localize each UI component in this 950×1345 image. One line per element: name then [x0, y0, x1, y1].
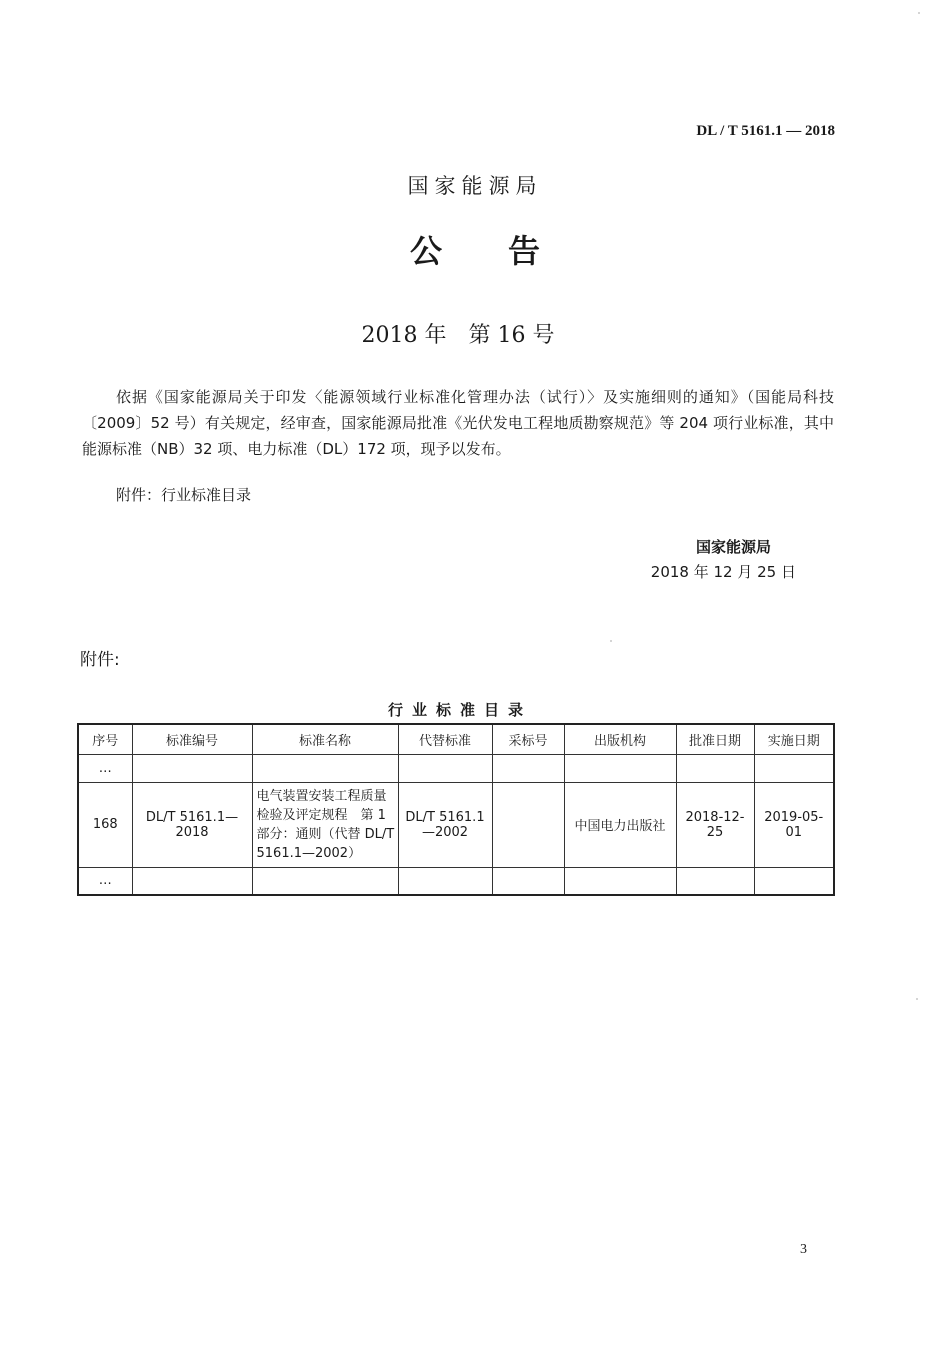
- notice-title-right: 告: [508, 232, 541, 270]
- seq-cell: 168: [78, 782, 132, 867]
- table-row: [78, 782, 834, 867]
- notice-issue: [0, 318, 916, 349]
- signature-date: 2018 年 12 月 25 日: [650, 563, 796, 581]
- table-row: [78, 867, 834, 895]
- table-row: [78, 754, 834, 782]
- column-header: 标准名称: [252, 724, 398, 754]
- column-header: 批准日期: [676, 724, 754, 754]
- issuing-agency: 国家能源局: [407, 174, 543, 198]
- effective-date-cell: 2019-05-01: [754, 782, 834, 867]
- approval-date-cell: 2018-12-25: [676, 782, 754, 867]
- page-number: 3: [800, 1242, 807, 1257]
- appendix-label: 附件:: [80, 650, 120, 670]
- table-header-row: [78, 724, 834, 754]
- table-title: 行业标准目录: [387, 701, 532, 719]
- notice-title-left: 公: [409, 232, 442, 270]
- ellipsis-cell: …: [78, 867, 132, 895]
- standards-catalog-table: [77, 723, 835, 896]
- standard-number: DL / T 5161.1 — 2018: [696, 123, 835, 139]
- column-header: 代替标准: [398, 724, 492, 754]
- replaces-cell: DL/T 5161.1—2002: [398, 782, 492, 867]
- notice-body: 依据《国家能源局关于印发〈能源领域行业标准化管理办法（试行）〉及实施细则的通知》（国能局科技〔2009〕52 号）有关规定，经审查，国家能源局批准《光伏发电工程地质勘察规范》等 204 项行业标准，其中能源标准（NB）32 项、电力标准（DL）172 项，现予以发布。: [82, 388, 834, 458]
- signature-organization: 国家能源局: [695, 538, 771, 556]
- notice-title: [0, 226, 950, 272]
- adopted-no-cell: [492, 782, 564, 867]
- notice-year: 2018 年: [361, 323, 447, 348]
- column-header: 序号: [78, 724, 132, 754]
- column-header: 出版机构: [564, 724, 676, 754]
- scan-speck: [916, 998, 918, 1000]
- column-header: 标准编号: [132, 724, 252, 754]
- publisher-cell: 中国电力出版社: [564, 782, 676, 867]
- notice-number: 第 16 号: [468, 323, 555, 348]
- ellipsis-cell: …: [78, 754, 132, 782]
- column-header: 实施日期: [754, 724, 834, 754]
- code-cell: DL/T 5161.1—2018: [132, 782, 252, 867]
- name-cell: 电气装置安装工程质量检验及评定规程 第 1 部分：通则（代替 DL/T 5161.1—2002）: [252, 782, 398, 867]
- attachment-note: 附件：行业标准目录: [116, 486, 252, 504]
- column-header: 采标号: [492, 724, 564, 754]
- scan-speck: [918, 12, 920, 14]
- scan-speck: [610, 640, 612, 642]
